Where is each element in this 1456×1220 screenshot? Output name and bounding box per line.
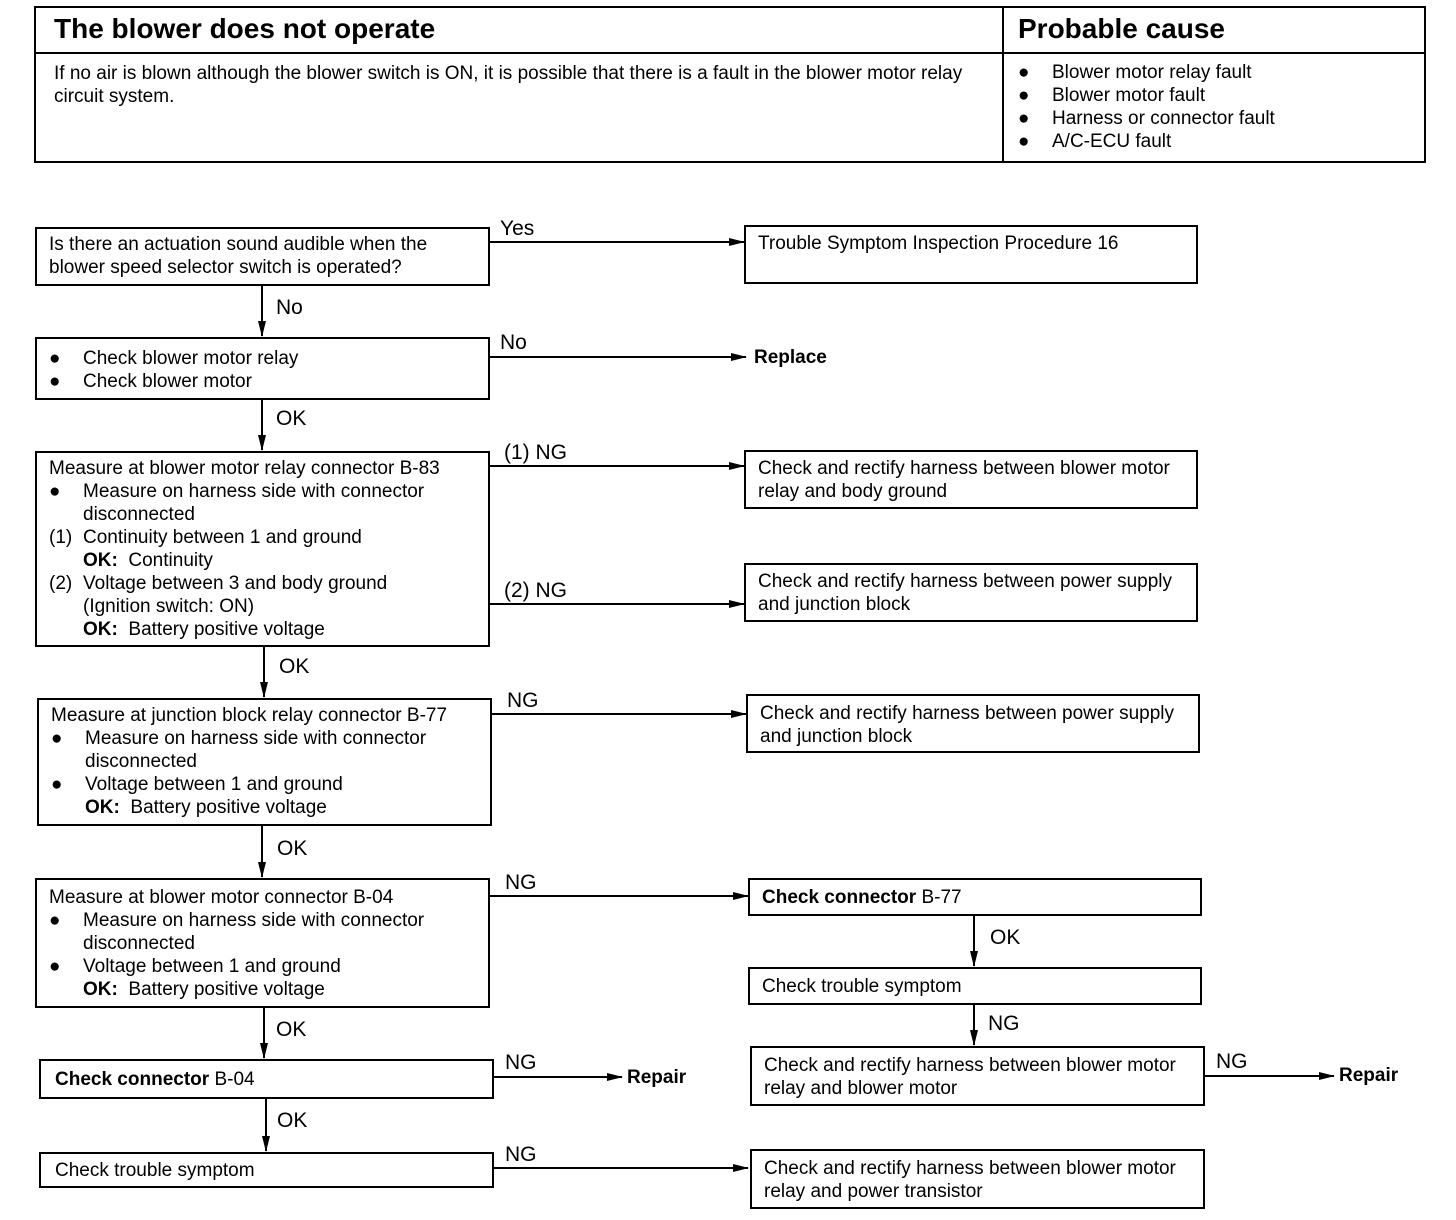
cause-item: ● Blower motor fault xyxy=(1018,85,1206,106)
measure-b04-bullet: ● Voltage between 1 and ground xyxy=(49,956,341,977)
label-ng-2: (2) NG xyxy=(504,579,567,602)
result-check-connector-b77 xyxy=(748,878,1202,916)
measure-b83-condition: (Ignition switch: ON) xyxy=(83,596,255,617)
result-text: Check and rectify harness between blower motor relay and body ground xyxy=(758,458,1170,502)
result-text: Trouble Symptom Inspection Procedure 16 xyxy=(758,233,1119,254)
step-check-trouble-symptom xyxy=(39,1152,494,1188)
measure-b83-ok-1: OK: Continuity xyxy=(83,550,213,571)
measure-b77-bullet: ● Measure on harness side with connector disconnected xyxy=(51,728,427,772)
measure-b04-bullet: ● Measure on harness side with connector disconnected xyxy=(49,910,425,954)
result-rectify-relay-blower-motor xyxy=(750,1046,1205,1106)
step-check-connector-b04 xyxy=(39,1059,494,1099)
label-ng: NG xyxy=(505,1143,537,1166)
step-check-relay-motor xyxy=(35,337,490,400)
label-ok: OK xyxy=(276,407,307,430)
result-repair-harness: Repair xyxy=(1339,1065,1399,1086)
step-measure-junction-connector-b77 xyxy=(37,698,492,826)
step-measure-blower-connector-b04 xyxy=(35,878,490,1008)
label-ng-1: (1) NG xyxy=(504,441,567,464)
measure-b04-title: Measure at blower motor connector B-04 xyxy=(49,887,394,908)
measure-b04-ok: OK: Battery positive voltage xyxy=(83,979,325,1000)
step-text: B-04 xyxy=(214,1069,255,1090)
label-ng: NG xyxy=(1216,1050,1248,1073)
measure-b77-bullet: ● Voltage between 1 and ground xyxy=(51,774,343,795)
check-item: ● Check blower motor xyxy=(49,371,252,392)
measure-b83-title: Measure at blower motor relay connector B-83 xyxy=(49,458,440,479)
measure-b83-ok-2: OK: Battery positive voltage xyxy=(83,619,325,640)
result-text: Check and rectify harness between power supply and junction block xyxy=(760,703,1175,747)
label-ng: NG xyxy=(988,1012,1020,1035)
measure-b77-title: Measure at junction block relay connector B-77 xyxy=(51,705,448,726)
cause-item: ● Blower motor relay fault xyxy=(1018,62,1252,83)
step-measure-relay-connector-b83 xyxy=(35,451,490,647)
measure-b83-bullet: ● Measure on harness side with connector disconnected xyxy=(49,481,425,525)
step-text: Check trouble symptom xyxy=(55,1160,255,1181)
measure-b83-check-1: (1) Continuity between 1 and ground xyxy=(49,527,362,548)
result-check-trouble-symptom xyxy=(748,967,1202,1005)
symptom-title: The blower does not operate xyxy=(54,13,436,44)
label-yes: Yes xyxy=(500,217,535,240)
symptom-description: If no air is blown although the blower switch is ON, it is possible that there is a fault in the blower motor relay circuit system. xyxy=(54,63,963,107)
result-text: Check and rectify harness between blower motor relay and power transistor xyxy=(764,1158,1176,1202)
probable-cause-title: Probable cause xyxy=(1018,13,1225,44)
label-ng: NG xyxy=(505,871,537,894)
cause-item: ● A/C-ECU fault xyxy=(1018,131,1172,152)
result-text: B-77 xyxy=(921,887,962,908)
result-rectify-relay-power-transistor xyxy=(750,1149,1205,1209)
result-inspection-procedure-16 xyxy=(744,225,1198,284)
result-rectify-power-supply-1 xyxy=(744,563,1198,622)
cause-item: ● Harness or connector fault xyxy=(1018,108,1275,129)
result-rectify-relay-body-ground xyxy=(744,450,1198,509)
result-bold-text: Check connector xyxy=(762,887,917,908)
measure-b83-check-2: (2) Voltage between 3 and body ground xyxy=(49,573,388,594)
label-ok: OK xyxy=(990,926,1021,949)
step-bold-text: Check connector xyxy=(55,1069,210,1090)
result-text: Check and rectify harness between blower motor relay and blower motor xyxy=(764,1055,1176,1099)
result-repair-b04: Repair xyxy=(627,1067,687,1088)
check-item: ● Check blower motor relay xyxy=(49,348,299,369)
label-no: No xyxy=(276,296,303,319)
step-actuation-sound-question xyxy=(35,227,490,286)
label-ok: OK xyxy=(277,837,308,860)
result-replace: Replace xyxy=(754,347,827,368)
result-text: Check and rectify harness between power supply and junction block xyxy=(758,571,1173,615)
label-ng: NG xyxy=(507,689,539,712)
step-text: Is there an actuation sound audible when the blower speed selector switch is operated? xyxy=(49,234,428,278)
label-ng: NG xyxy=(505,1051,537,1074)
label-ok: OK xyxy=(276,1018,307,1041)
label-no: No xyxy=(500,331,527,354)
result-text: Check trouble symptom xyxy=(762,976,962,997)
label-ok: OK xyxy=(279,655,310,678)
label-ok: OK xyxy=(277,1109,308,1132)
measure-b77-ok: OK: Battery positive voltage xyxy=(85,797,327,818)
result-rectify-power-supply-2 xyxy=(746,694,1200,753)
